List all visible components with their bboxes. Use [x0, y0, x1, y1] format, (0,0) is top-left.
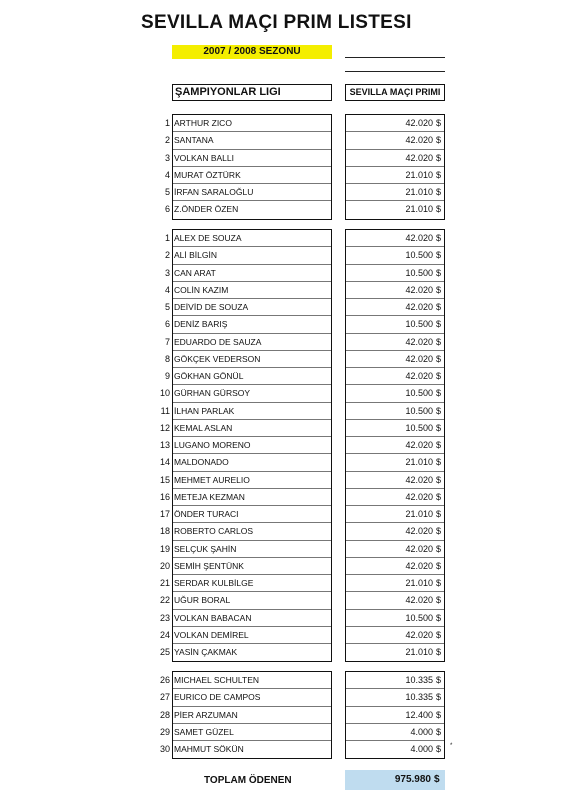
row-number: 4	[164, 284, 170, 295]
bonus-amount: 10.500	[405, 612, 433, 623]
currency-symbol: $	[436, 457, 442, 468]
table-row	[0, 627, 565, 644]
player-name: İRFAN SARALOĞLU	[174, 187, 254, 197]
table-row	[0, 454, 565, 471]
bonus-amount: 42.020	[405, 336, 433, 347]
row-number: 20	[159, 560, 170, 571]
row-number: 13	[159, 440, 170, 450]
bonus-amount: 42.020	[405, 440, 433, 450]
bonus-amount: 10.500	[405, 388, 433, 399]
currency-symbol: $	[436, 169, 442, 180]
row-number: 17	[159, 509, 170, 519]
row-number: 24	[159, 629, 170, 640]
row-number: 7	[164, 336, 170, 347]
bonus-amount: 42.020	[405, 135, 433, 146]
table-row	[0, 724, 565, 741]
row-number: 3	[164, 152, 170, 163]
table-row	[0, 282, 565, 299]
total-currency: $	[434, 774, 440, 785]
currency-symbol: $	[436, 709, 442, 720]
table-row	[0, 265, 565, 282]
player-name: İLHAN PARLAK	[174, 405, 235, 416]
row-number: 27	[159, 692, 170, 703]
currency-symbol: $	[436, 474, 442, 485]
currency-symbol: $	[436, 629, 442, 640]
player-name: VOLKAN BABACAN	[174, 612, 252, 623]
row-number: 18	[159, 526, 170, 537]
table-row	[0, 230, 565, 247]
bonus-amount: 21.010	[405, 509, 433, 519]
player-name: LUGANO MORENO	[174, 440, 251, 450]
player-name: COLİN KAZIM	[174, 284, 229, 295]
player-name: GÜRHAN GÜRSOY	[174, 388, 251, 399]
table-row	[0, 489, 565, 506]
player-name: EURICO DE CAMPOS	[174, 692, 261, 703]
row-number: 16	[159, 491, 170, 502]
bonus-amount: 42.020	[405, 371, 433, 381]
row-number: 1	[164, 118, 170, 128]
player-name: MEHMET AURELIO	[174, 474, 250, 485]
table-row	[0, 707, 565, 724]
bonus-amount: 42.020	[405, 595, 433, 606]
bonus-amount: 42.020	[405, 302, 433, 312]
player-name: Z.ÖNDER ÖZEN	[174, 204, 239, 215]
table-row	[0, 541, 565, 558]
currency-symbol: $	[436, 509, 442, 519]
bonus-amount: 42.020	[405, 474, 433, 485]
player-name: KEMAL ASLAN	[174, 422, 233, 433]
row-number: 21	[159, 578, 170, 588]
player-name: DENİZ BARIŞ	[174, 319, 228, 330]
currency-symbol: $	[436, 726, 442, 737]
competition-header: ŞAMPIYONLAR LIGI	[172, 84, 332, 101]
table-row	[0, 184, 565, 201]
bonus-amount: 10.335	[405, 675, 433, 685]
player-name: SERDAR KULBİLGE	[174, 578, 254, 588]
currency-symbol: $	[436, 233, 442, 243]
currency-symbol: $	[436, 647, 442, 657]
table-row	[0, 689, 565, 706]
total-amount: 975.980	[394, 774, 431, 785]
row-number: 3	[164, 267, 170, 278]
table-row	[0, 741, 565, 758]
row-number: 6	[164, 319, 170, 330]
currency-symbol: $	[436, 250, 442, 261]
currency-symbol: $	[436, 204, 442, 215]
bonus-amount: 21.010	[405, 187, 433, 197]
bonus-amount: 42.020	[405, 353, 433, 364]
bonus-amount: 21.010	[405, 578, 433, 588]
player-name: ÖNDER TURACI	[174, 509, 239, 519]
table-row	[0, 644, 565, 661]
row-number: 2	[164, 250, 170, 261]
currency-symbol: $	[436, 152, 442, 163]
season-label: 2007 / 2008 SEZONU	[172, 45, 332, 59]
bonus-amount: 4.000	[410, 726, 433, 737]
table-row	[0, 247, 565, 264]
table-row	[0, 437, 565, 454]
table-row	[0, 316, 565, 333]
player-name: ALİ BİLGİN	[174, 250, 217, 261]
player-name: MICHAEL SCHULTEN	[174, 675, 260, 685]
bonus-amount: 42.020	[405, 560, 433, 571]
player-name: ROBERTO CARLOS	[174, 526, 254, 537]
currency-symbol: $	[436, 422, 442, 433]
row-number: 14	[159, 457, 170, 468]
row-number: 4	[164, 169, 170, 180]
total-label: TOPLAM ÖDENEN	[204, 775, 292, 786]
player-name: VOLKAN DEMİREL	[174, 629, 249, 640]
row-number: 5	[164, 187, 170, 197]
row-number: 11	[160, 405, 170, 416]
currency-symbol: $	[436, 267, 442, 278]
table-row	[0, 575, 565, 592]
currency-symbol: $	[436, 595, 442, 606]
bonus-amount: 10.500	[405, 267, 433, 278]
bonus-amount: 12.400	[405, 709, 433, 720]
currency-symbol: $	[436, 578, 442, 588]
bonus-amount: 42.020	[405, 491, 433, 502]
table-row	[0, 610, 565, 627]
row-number: 10	[159, 388, 170, 399]
bonus-amount: 10.500	[405, 319, 433, 330]
player-name: MALDONADO	[174, 457, 229, 468]
bonus-amount: 10.500	[405, 405, 433, 416]
bonus-amount: 21.010	[405, 457, 433, 468]
currency-symbol: $	[436, 319, 442, 330]
row-number: 22	[159, 595, 170, 606]
player-name: METEJA KEZMAN	[174, 491, 245, 502]
page-title: SEVILLA MAÇI PRIM LISTESI	[141, 12, 412, 33]
currency-symbol: $	[436, 543, 442, 554]
bonus-amount: 10.500	[405, 250, 433, 261]
row-number: 2	[164, 135, 170, 146]
table-row	[0, 299, 565, 316]
row-number: 8	[164, 353, 170, 364]
currency-symbol: $	[436, 675, 442, 685]
table-row	[0, 167, 565, 184]
signature-line	[345, 57, 445, 58]
currency-symbol: $	[436, 336, 442, 347]
bonus-amount: 4.000	[410, 744, 433, 754]
signature-line	[345, 71, 445, 72]
table-row	[0, 506, 565, 523]
row-number: 6	[164, 204, 170, 215]
row-number: 19	[159, 543, 170, 554]
table-row	[0, 403, 565, 420]
currency-symbol: $	[436, 560, 442, 571]
row-number: 15	[159, 474, 170, 485]
player-name: VOLKAN BALLI	[174, 152, 235, 163]
table-row	[0, 592, 565, 609]
player-name: ARTHUR ZICO	[174, 118, 232, 128]
player-name: GÖKÇEK VEDERSON	[174, 353, 261, 364]
player-name: MURAT ÖZTÜRK	[174, 169, 241, 180]
player-name: SANTANA	[174, 135, 214, 146]
player-name: SEMİH ŞENTÜNK	[174, 560, 244, 571]
bonus-amount: 42.020	[405, 543, 433, 554]
bonus-amount: 21.010	[405, 169, 433, 180]
row-number: 29	[159, 726, 170, 737]
player-name: SELÇUK ŞAHİN	[174, 543, 237, 554]
table-row	[0, 472, 565, 489]
row-number: 12	[159, 422, 170, 433]
table-row	[0, 420, 565, 437]
table-row	[0, 672, 565, 689]
currency-symbol: $	[436, 491, 442, 502]
row-number: 30	[159, 744, 170, 754]
bonus-column-header: SEVILLA MAÇI PRIMI	[345, 84, 445, 101]
bonus-amount: 42.020	[405, 284, 433, 295]
table-row	[0, 201, 565, 218]
bonus-amount: 21.010	[405, 647, 433, 657]
currency-symbol: $	[436, 371, 442, 381]
currency-symbol: $	[436, 744, 442, 754]
player-name: SAMET GÜZEL	[174, 726, 234, 737]
currency-symbol: $	[436, 135, 442, 146]
player-name: PİER ARZUMAN	[174, 709, 238, 720]
bonus-amount: 10.500	[405, 422, 433, 433]
row-number: 26	[159, 675, 170, 685]
currency-symbol: $	[436, 388, 442, 399]
bonus-amount: 42.020	[405, 118, 433, 128]
table-row	[0, 351, 565, 368]
currency-symbol: $	[436, 612, 442, 623]
bonus-amount: 42.020	[405, 526, 433, 537]
bonus-amount: 42.020	[405, 233, 433, 243]
player-name: MAHMUT SÖKÜN	[174, 744, 244, 754]
table-row	[0, 115, 565, 132]
currency-symbol: $	[436, 302, 442, 312]
table-row	[0, 334, 565, 351]
player-name: UĞUR BORAL	[174, 595, 231, 606]
bonus-amount: 42.020	[405, 629, 433, 640]
player-name: CAN ARAT	[174, 267, 216, 278]
table-row	[0, 385, 565, 402]
row-number: 25	[159, 647, 170, 657]
side-mark: *	[450, 743, 453, 749]
bonus-amount: 21.010	[405, 204, 433, 215]
currency-symbol: $	[436, 405, 442, 416]
currency-symbol: $	[436, 526, 442, 537]
row-number: 28	[159, 709, 170, 720]
player-name: GÖKHAN GÖNÜL	[174, 371, 244, 381]
currency-symbol: $	[436, 692, 442, 703]
row-number: 5	[164, 302, 170, 312]
row-number: 23	[159, 612, 170, 623]
currency-symbol: $	[436, 284, 442, 295]
player-name: ALEX DE SOUZA	[174, 233, 242, 243]
table-row	[0, 368, 565, 385]
table-row	[0, 132, 565, 149]
table-row	[0, 150, 565, 167]
currency-symbol: $	[436, 118, 442, 128]
bonus-amount: 42.020	[405, 152, 433, 163]
table-row	[0, 523, 565, 540]
currency-symbol: $	[436, 440, 442, 450]
table-row	[0, 558, 565, 575]
currency-symbol: $	[436, 187, 442, 197]
player-name: EDUARDO DE SAUZA	[174, 336, 262, 347]
player-name: DEİVİD DE SOUZA	[174, 302, 249, 312]
player-name: YASİN ÇAKMAK	[174, 647, 238, 657]
bonus-amount: 10.335	[405, 692, 433, 703]
row-number: 1	[164, 233, 170, 243]
row-number: 9	[164, 371, 170, 381]
currency-symbol: $	[436, 353, 442, 364]
